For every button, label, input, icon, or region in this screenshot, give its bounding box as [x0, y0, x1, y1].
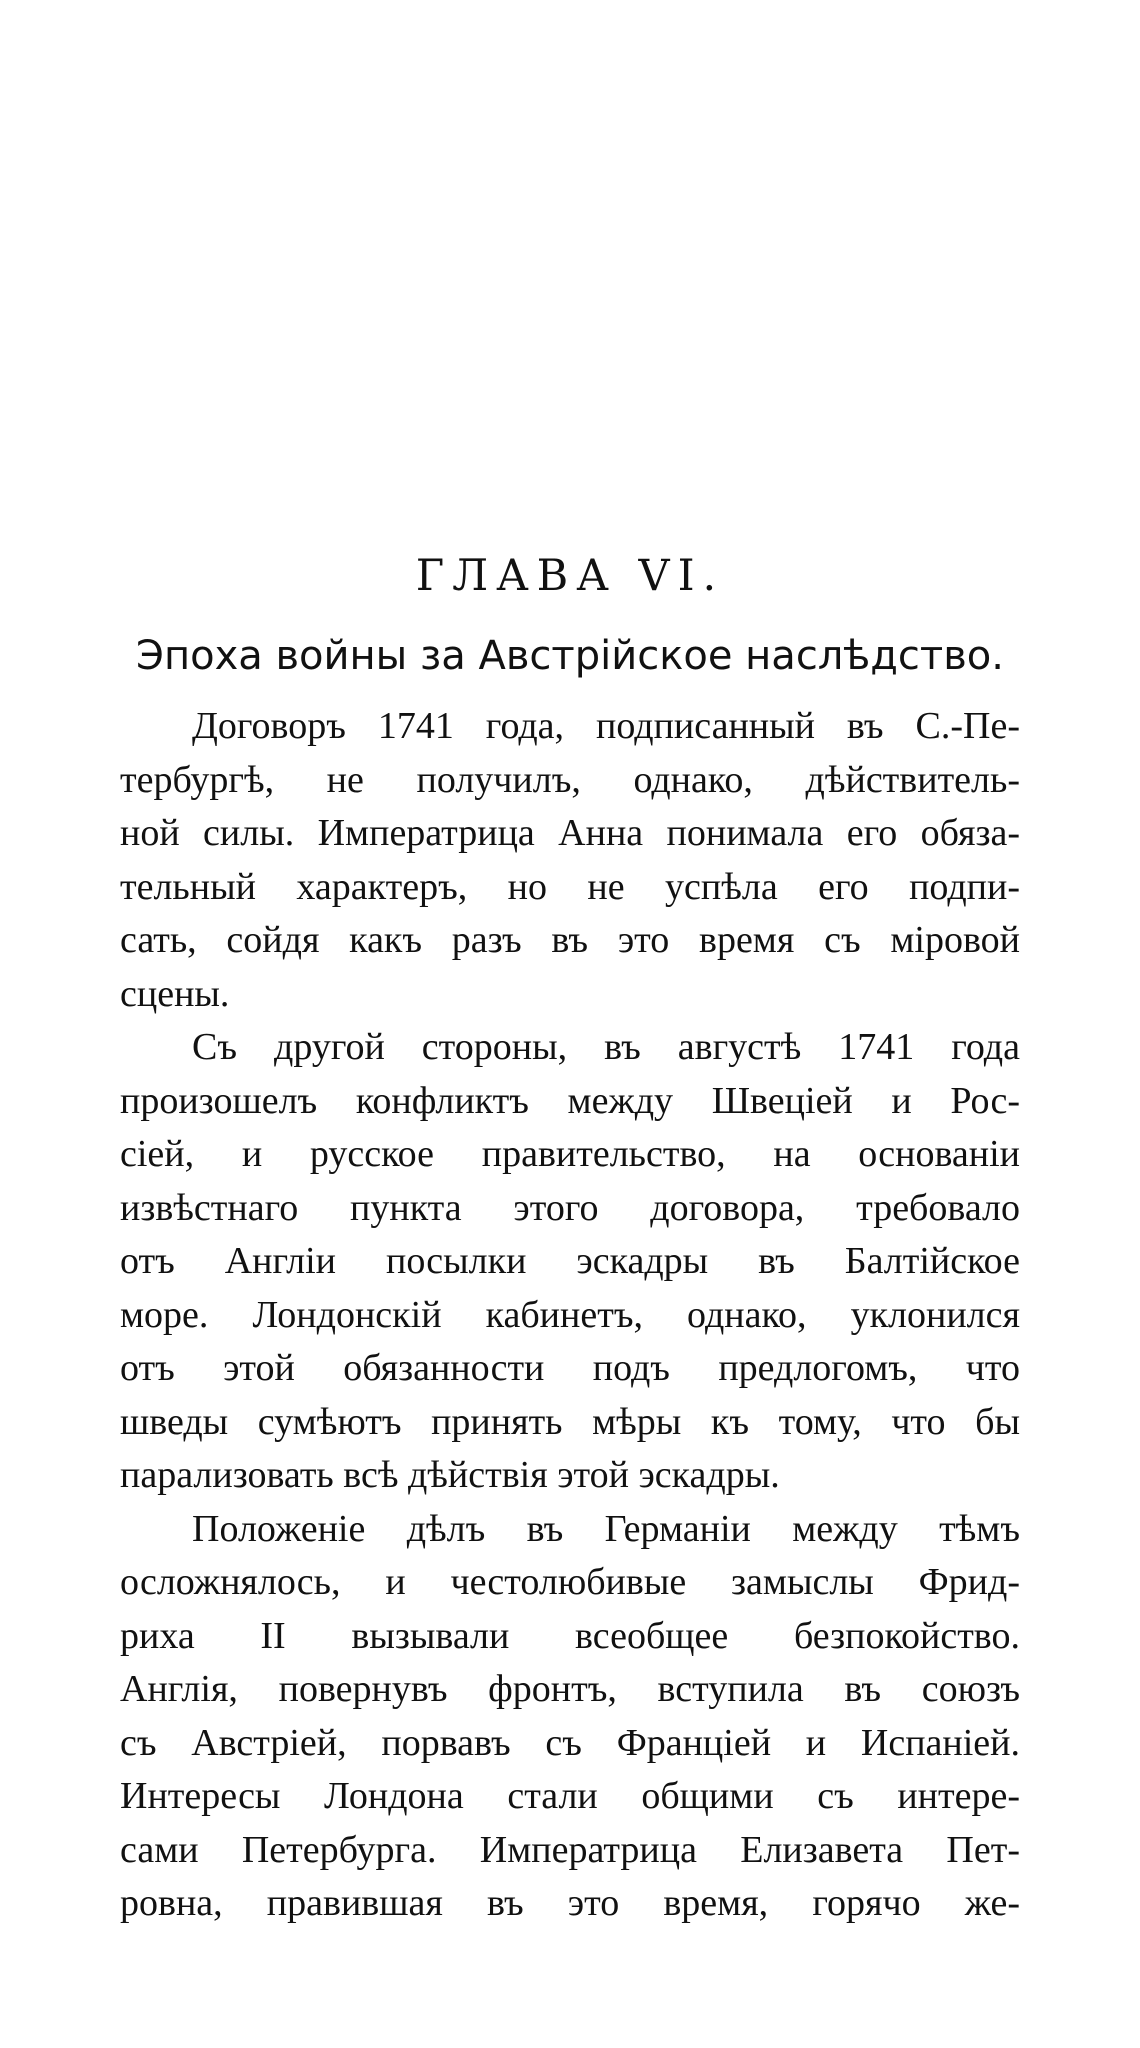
text-line: съ Австріей, порвавъ съ Франціей и Испаніей.	[120, 1721, 1020, 1764]
text-line: извѣстнаго пункта этого договора, требовало	[120, 1186, 1020, 1229]
text-line: Интересы Лондона стали общими съ интере-	[120, 1775, 1020, 1817]
text-line: риха II вызывали всеобщее безпокойство.	[120, 1614, 1020, 1657]
text-line: Англія, повернувъ фронтъ, вступила въ союзъ	[120, 1668, 1020, 1710]
text-line: тербургѣ, не получилъ, однако, дѣйствитель-	[120, 758, 1020, 801]
text-line: отъ Англіи посылки эскадры въ Балтійское	[120, 1240, 1020, 1282]
text-line: сцены.	[120, 972, 230, 1015]
text-line: Договоръ 1741 года, подписанный въ С.-Пе-	[192, 705, 1020, 747]
text-line: шведы сумѣютъ принять мѣры къ тому, что бы	[120, 1400, 1020, 1443]
text-line: сами Петербурга. Императрица Елизавета Пет-	[120, 1828, 1020, 1871]
text-line: ной силы. Императрица Анна понимала его обяза-	[120, 812, 1020, 854]
text-line: отъ этой обязанности подъ предлогомъ, что	[120, 1347, 1020, 1389]
paragraph-2	[120, 1021, 1020, 1503]
body-text	[120, 700, 1020, 1931]
paragraph-3	[120, 1503, 1020, 1931]
text-line: сіей, и русское правительство, на основаніи	[120, 1133, 1020, 1175]
paragraph-1	[120, 700, 1020, 1021]
text-line: осложнялось, и честолюбивые замыслы Фрид-	[120, 1561, 1020, 1603]
text-line: море. Лондонскій кабинетъ, однако, уклонился	[120, 1293, 1020, 1336]
chapter-heading: ГЛАВА VI.	[415, 551, 725, 601]
text-line: парализовать всѣ дѣйствія этой эскадры.	[120, 1454, 780, 1496]
chapter-title: Эпоха войны за Австрійское наслѣдство.	[136, 633, 1004, 679]
text-line: тельный характеръ, но не успѣла его подпи-	[120, 865, 1020, 908]
text-line: Положеніе дѣлъ въ Германіи между тѣмъ	[192, 1507, 1020, 1550]
text-line: произошелъ конфликтъ между Швеціей и Рос-	[120, 1079, 1020, 1122]
text-line: сать, сойдя какъ разъ въ это время съ міровой	[120, 919, 1020, 961]
text-line: Съ другой стороны, въ августѣ 1741 года	[192, 1026, 1020, 1068]
text-line: ровна, правившая въ это время, горячо же-	[120, 1882, 1020, 1924]
